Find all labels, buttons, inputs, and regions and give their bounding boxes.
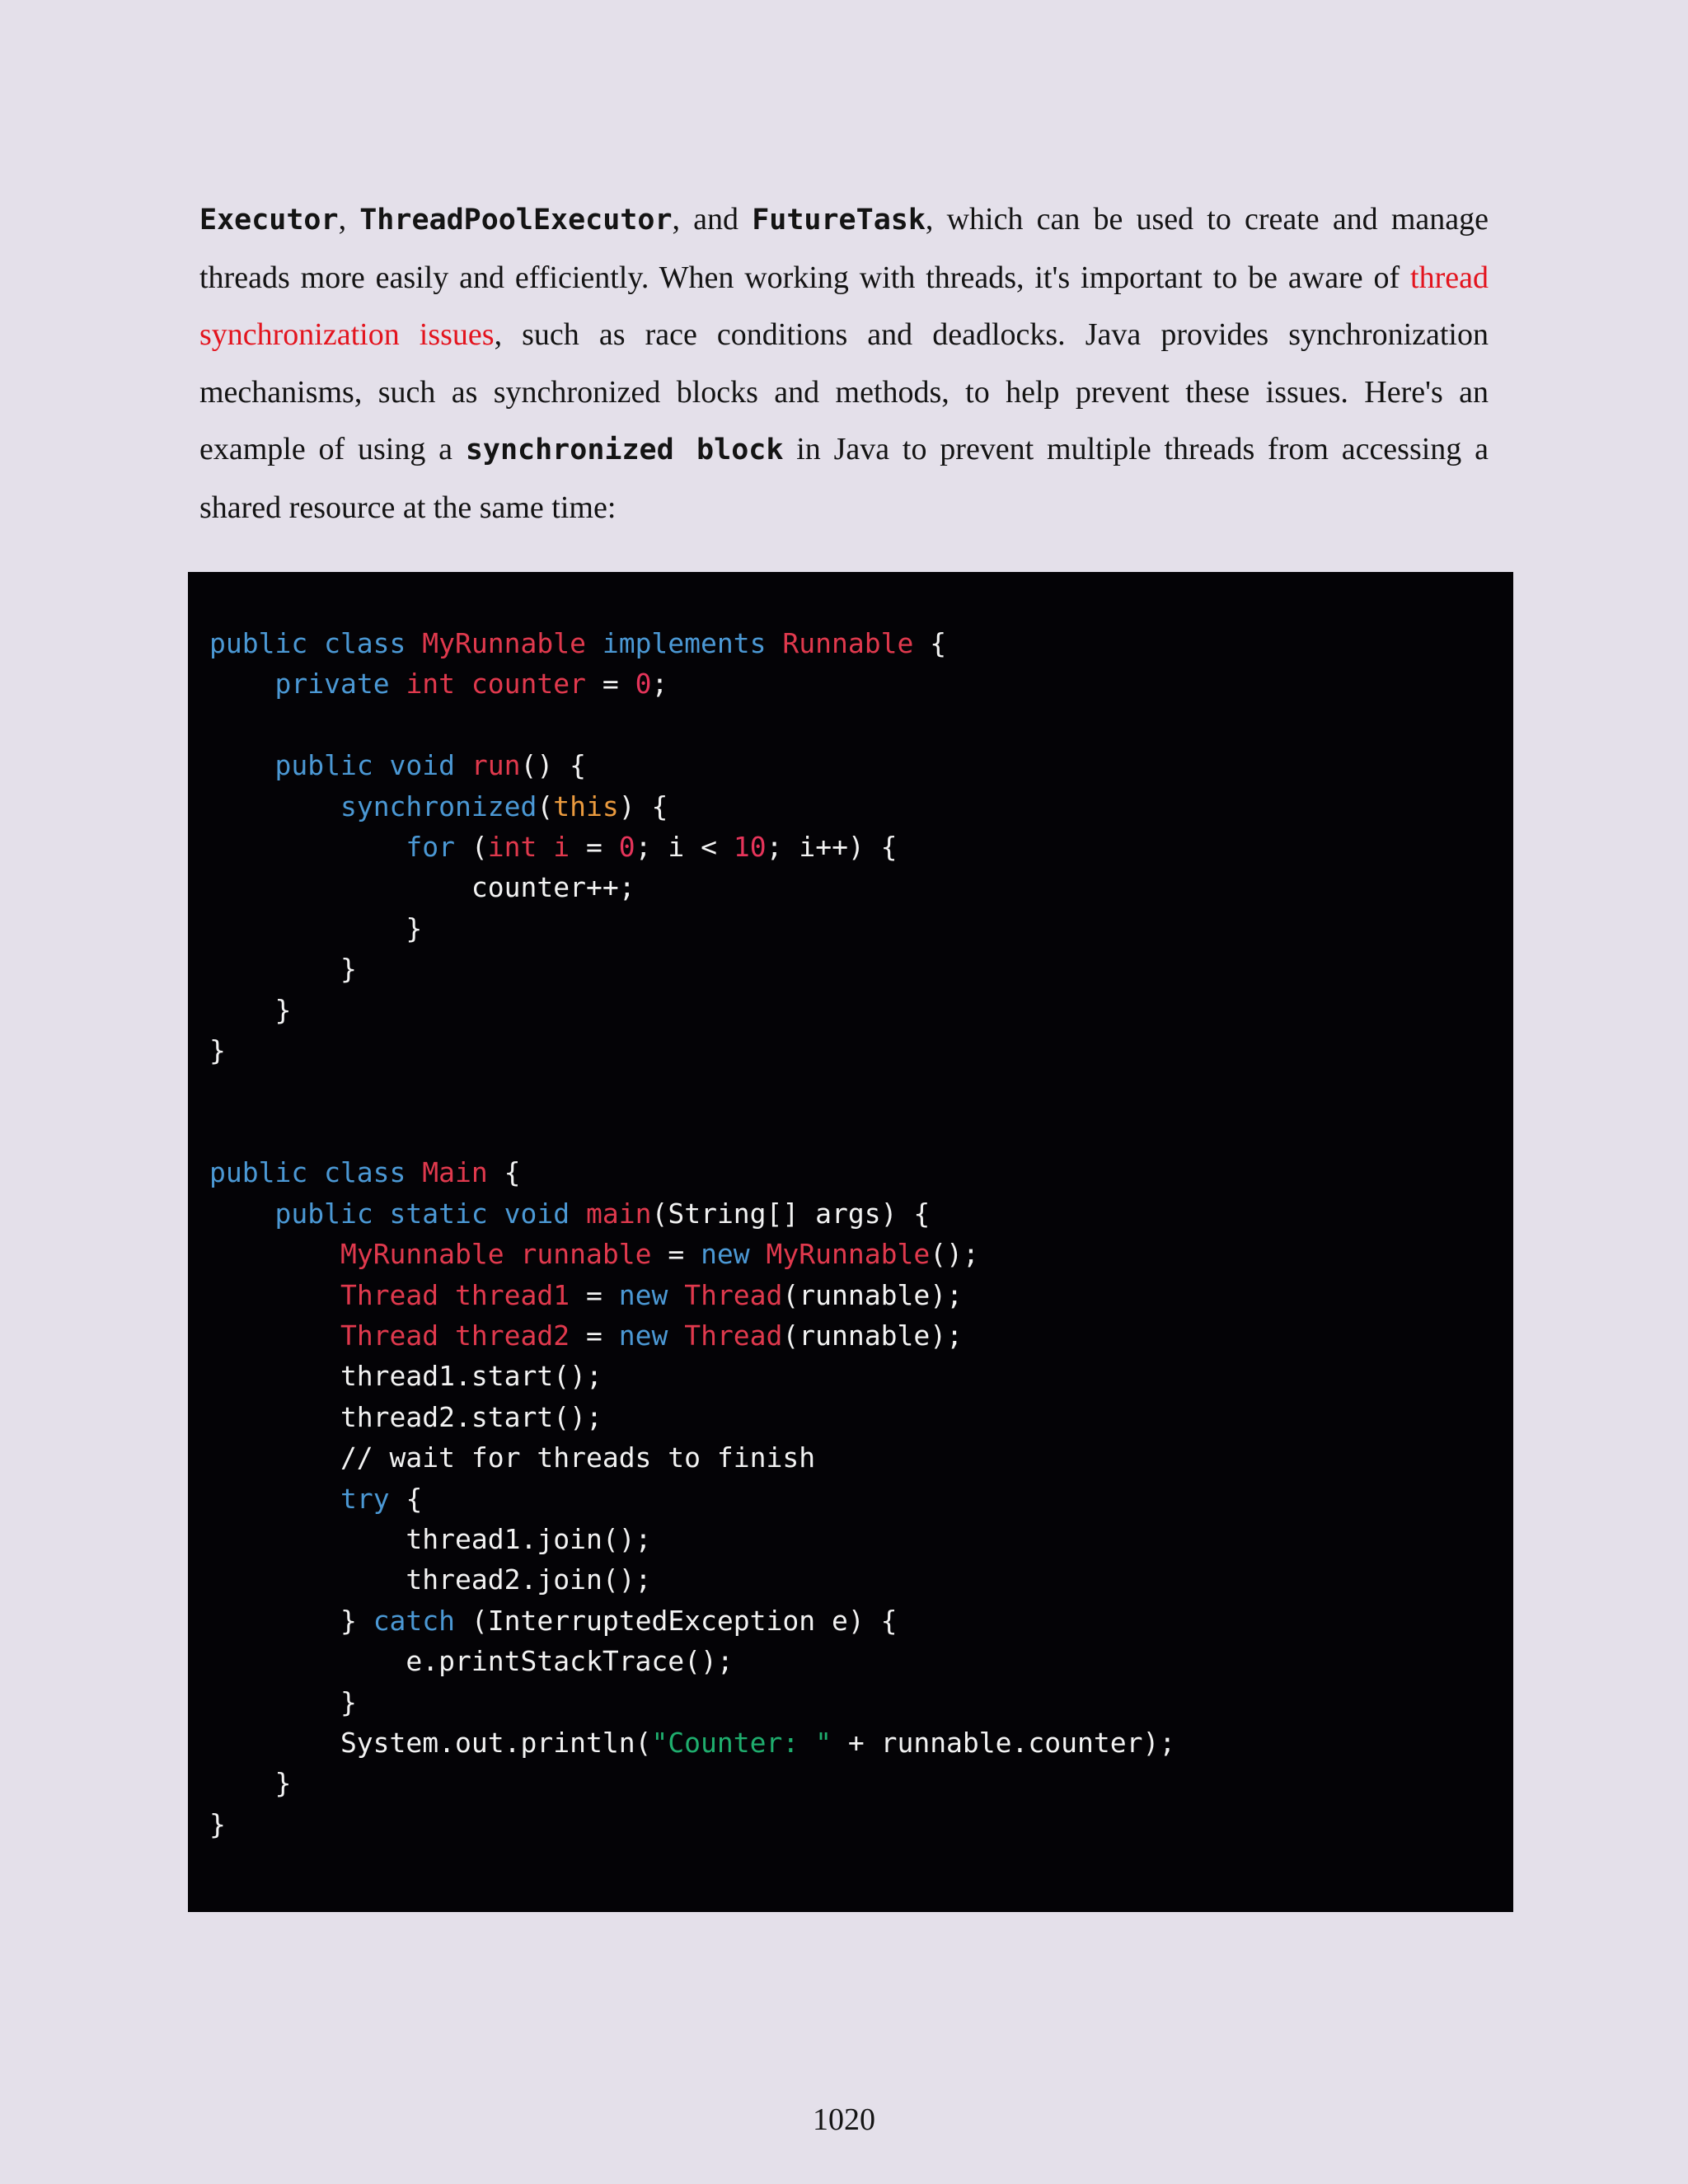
inline-code-executor: Executor: [199, 204, 339, 237]
paragraph-text: , such as race conditions and deadlocks. Java provides synchronization mechanisms, such as synchronized blocks and methods, to help prevent these issues. Here's an example of using a: [199, 317, 1489, 466]
code-line: // wait for threads to finish: [209, 1441, 816, 1474]
code-line: public class Main {: [209, 1156, 521, 1189]
code-line: counter++;: [209, 871, 635, 904]
code-block: [188, 572, 1513, 1912]
code-line: e.printStackTrace();: [209, 1645, 734, 1678]
code-line: System.out.println("Counter: " + runnable.counter);: [209, 1726, 1176, 1759]
code-line: public void run() {: [274, 749, 586, 782]
code-listing: [209, 623, 1513, 1844]
code-line: synchronized(this) {: [340, 790, 668, 823]
code-line: thread2.start();: [209, 1400, 603, 1433]
code-line: public class MyRunnable implements Runnable {: [209, 627, 947, 659]
paragraph-text: , and: [672, 202, 753, 237]
code-line: thread1.start();: [209, 1360, 603, 1393]
code-line: Thread thread1 = new Thread(runnable);: [340, 1278, 963, 1311]
paragraph-text: in Java to prevent multiple threads from accessing a shared resource at the same time:: [199, 432, 1489, 525]
code-line: }: [209, 993, 292, 1026]
code-line: public static void main(String[] args) {: [274, 1197, 931, 1230]
code-line: thread2.join();: [209, 1563, 652, 1596]
code-line: }: [209, 1685, 357, 1718]
code-line: }: [209, 1807, 226, 1840]
code-line: thread1.join();: [209, 1522, 652, 1555]
inline-code-futuretask: FutureTask: [752, 204, 926, 237]
code-line: MyRunnable runnable = new MyRunnable();: [340, 1238, 979, 1271]
code-line: }: [209, 1767, 292, 1800]
body-paragraph: [199, 191, 1489, 537]
highlighted-phrase: thread synchronization issues: [199, 260, 1489, 352]
code-line: Thread thread2 = new Thread(runnable);: [340, 1319, 963, 1352]
paragraph-text: , which can be used to create and manage threads more easily and efficiently. When working with threads, it's important to be aware of: [199, 202, 1489, 295]
code-line: }: [209, 953, 357, 986]
code-line: }: [209, 1034, 226, 1067]
code-line: for (int i = 0; i < 10; i++) {: [406, 831, 898, 864]
code-line: private int counter = 0;: [274, 668, 668, 701]
inline-code-threadpoolexecutor: ThreadPoolExecutor: [359, 204, 673, 237]
page-number: 1020: [813, 2102, 875, 2137]
code-line: try {: [340, 1482, 423, 1515]
inline-code-synchronized-block: synchronized block: [465, 434, 784, 466]
code-line: } catch (InterruptedException e) {: [209, 1604, 898, 1637]
code-line: }: [209, 912, 423, 944]
paragraph-text: ,: [338, 202, 360, 237]
